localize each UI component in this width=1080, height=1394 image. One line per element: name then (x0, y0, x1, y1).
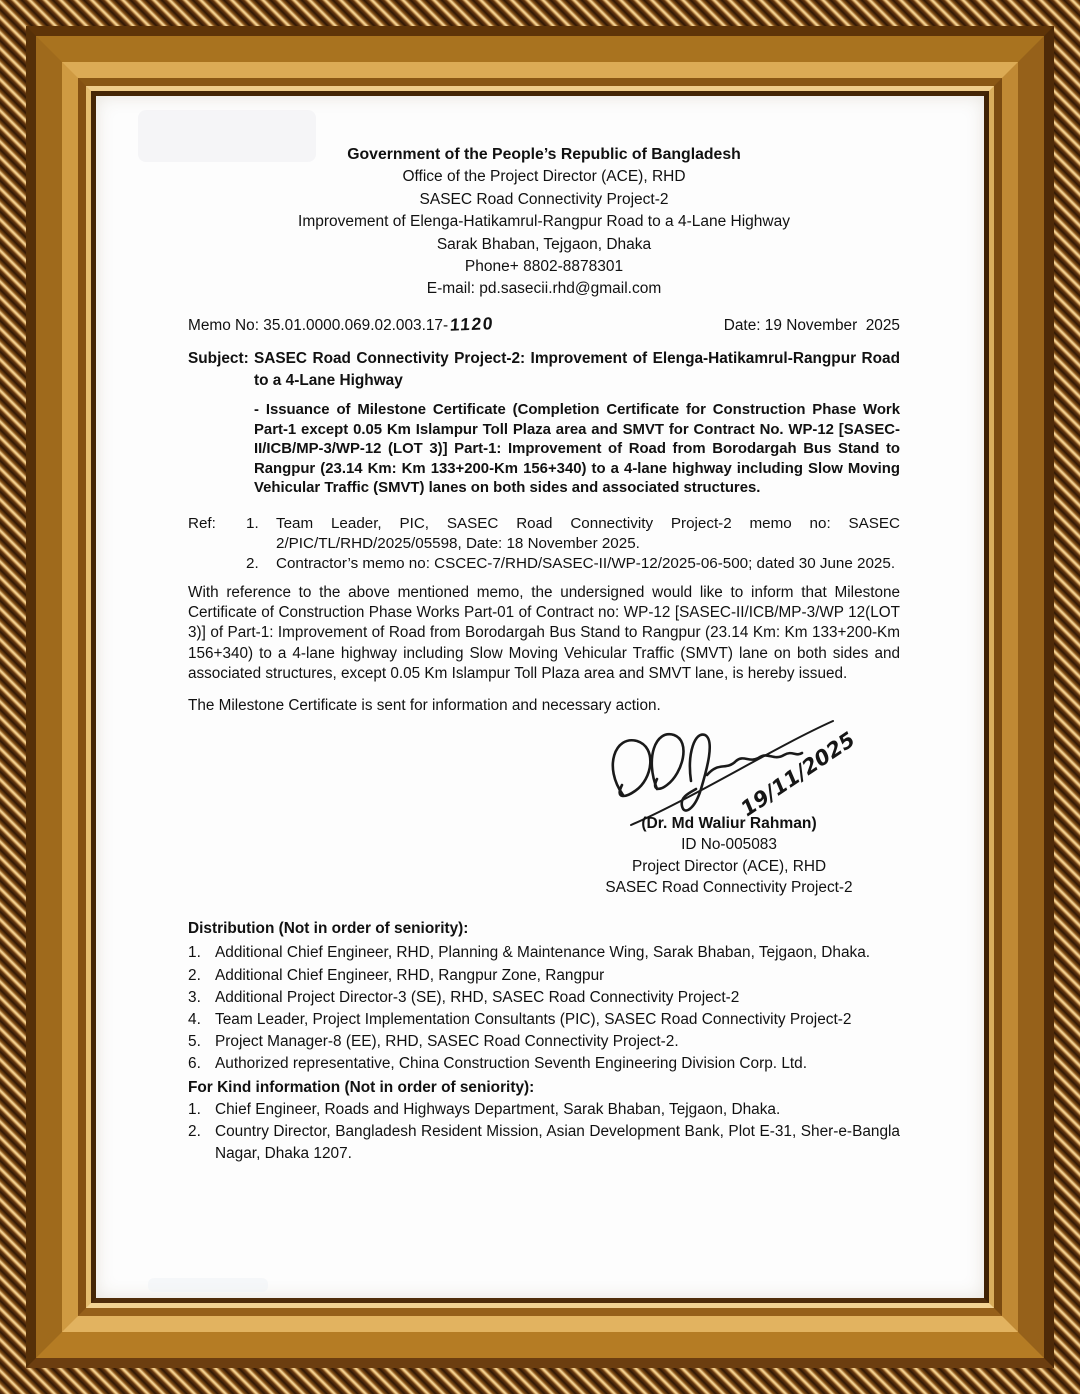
frame-gold-band (36, 36, 1044, 1358)
memo-number-handwritten: 1120 (449, 313, 495, 335)
phone-line: Phone+ 8802-8878301 (464, 258, 624, 276)
distribution-item: Additional Chief Engineer, RHD, Rangpur Zone, Rangpur (215, 966, 605, 984)
signatory-name: (Dr. Md Waliur Rahman) (641, 814, 817, 832)
distribution-item: Additional Project Director-3 (SE), RHD, SASEC Road Connectivity Project-2 (215, 988, 740, 1006)
body-paragraph-2: The Milestone Certificate is sent for information and necessary action. (188, 696, 661, 714)
ref-list (246, 514, 900, 573)
document-page (96, 96, 984, 1298)
signatory-title-1: Project Director (ACE), RHD (631, 857, 827, 875)
scan-smudge (138, 110, 316, 162)
ref-item: Team Leader, PIC, SASEC Road Connectivity Project-2 memo no: SASEC 2/PIC/TL/RHD/2025/05598, Date: 18 November 2025. (276, 515, 900, 553)
document-content (96, 96, 984, 1165)
reference-section (188, 514, 900, 573)
project-subline: Improvement of Elenga-Hatikamrul-Rangpur Road to a 4-Lane Highway (298, 213, 790, 231)
distribution-item: Additional Chief Engineer, RHD, Planning & Maintenance Wing, Sarak Bhaban, Tejgaon, Dhaka. (215, 944, 871, 962)
distribution-list (188, 942, 900, 1075)
body-paragraph-1: With reference to the above mentioned memo, the undersigned would like to inform that Milestone Certificate of Construction Phase Works Part-01 of Contract no: WP-12 [SASEC-II/ICB/MP-3/WP 12(LOT 3)] of Part-1: Improvement of Road from Borodargah Bus Stand to Rangpur (23.14 Km: Km 133+200-Km 156+340) to a 4-lane highway including Slow Moving Vehicular Traffic (SMVT) lane on both sides and associated structures, except 0.05 Km Islampur Toll Plaza area and SMVT lane, is hereby issued. (188, 584, 900, 682)
signature-icon (595, 719, 863, 827)
frame-inner-seam (91, 91, 989, 1303)
frame-gold-ridge (78, 78, 1002, 1316)
frame-inner-lip (86, 86, 994, 1308)
distribution-heading: Distribution (Not in order of seniority): (188, 920, 469, 938)
org-title: Government of the People’s Republic of Bangladesh (347, 146, 741, 163)
subject-text: SASEC Road Connectivity Project-2: Improvement of Elenga-Hatikamrul-Rangpur Road to a 4-Lane Highway (254, 349, 900, 389)
distribution-item: Authorized representative, China Construction Seventh Engineering Division Corp. Ltd. (215, 1055, 808, 1073)
memo-row (188, 314, 900, 335)
kind-information-item: Country Director, Bangladesh Resident Mission, Asian Development Bank, Plot E-31, Sher-e-Bangla Nagar, Dhaka 1207. (215, 1122, 900, 1163)
ref-item: Contractor’s memo no: CSCEC-7/RHD/SASEC-II/WP-12/2025-06-500; dated 30 June 2025. (276, 554, 896, 572)
project-line: SASEC Road Connectivity Project-2 (419, 190, 669, 208)
ref-label: Ref: (188, 515, 216, 533)
subject-row (188, 348, 900, 392)
memo-number (188, 314, 494, 335)
subject-label: Subject: (188, 349, 249, 367)
signature-block (558, 719, 900, 899)
letterhead (188, 144, 900, 301)
email-line: E-mail: pd.sasecii.rhd@gmail.com (426, 280, 662, 298)
subject-detail: - Issuance of Milestone Certificate (Completion Certificate for Construction Phase Work Part-1 except 0.05 Km Islampur Toll Plaza area and SMVT for Contract No. WP-12 [SASEC-II/ICB/MP-3/WP-12 (LOT 3)] Part-1: Improvement of Road from Borodargah Bus Stand to Rangpur (23.14 Km: Km 133+200-Km 156+340) to a 4-lane highway including Slow Moving Vehicular Traffic (SMVT) lanes on both sides and associated structures. (254, 402, 900, 497)
memo-number-printed: Memo No: 35.01.0000.069.02.003.17- (188, 316, 449, 334)
frame-gold-highlight-band (62, 62, 1018, 1332)
kind-information-list (188, 1099, 900, 1166)
distribution-item: Project Manager-8 (EE), RHD, SASEC Road Connectivity Project-2. (215, 1033, 679, 1051)
distribution-item: Team Leader, Project Implementation Consultants (PIC), SASEC Road Connectivity Project-2 (215, 1010, 852, 1028)
signatory-id: ID No-005083 (681, 836, 777, 854)
address-line: Sarak Bhaban, Tejgaon, Dhaka (436, 235, 652, 253)
kind-information-item: Chief Engineer, Roads and Highways Department, Sarak Bhaban, Tejgaon, Dhaka. (215, 1100, 781, 1118)
frame-bevel-outer (26, 26, 1054, 1368)
kind-information-heading: For Kind information (Not in order of seniority): (188, 1078, 535, 1096)
memo-date: Date: 19 November 2025 (723, 316, 900, 334)
scan-smudge-bottom (148, 1278, 268, 1292)
signatory-title-2: SASEC Road Connectivity Project-2 (605, 878, 853, 896)
signature-date: 19/11/2025 (736, 727, 860, 821)
office-line: Office of the Project Director (ACE), RHD (402, 168, 686, 186)
